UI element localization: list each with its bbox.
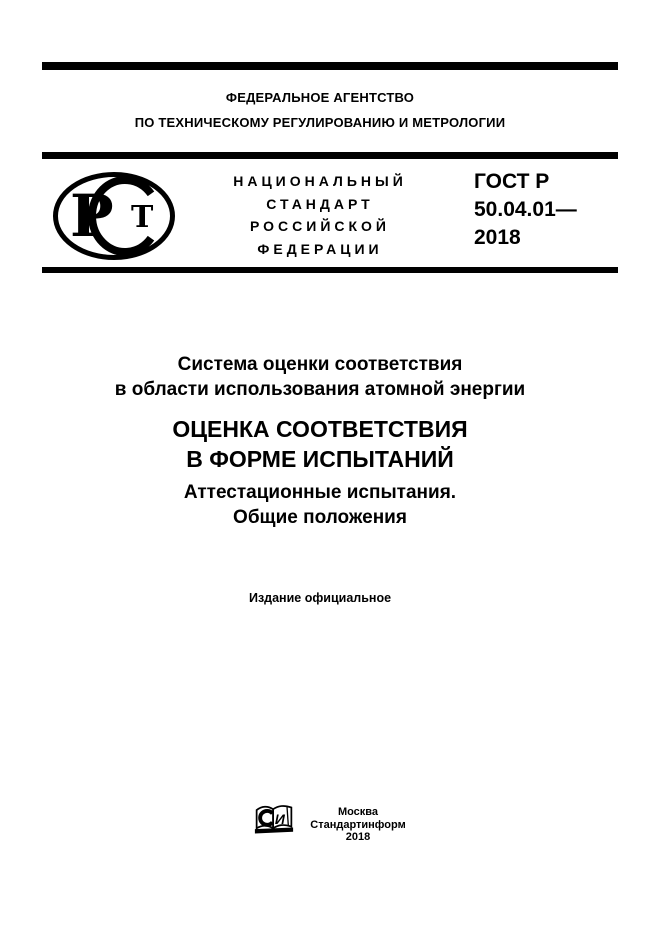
designation-line: СТАНДАРТ (266, 195, 374, 212)
gost-code-line: 50.04.01— (474, 198, 577, 221)
publisher-imprint (42, 804, 618, 844)
main-title-line2: В ФОРМЕ ИСПЫТАНИЙ (186, 446, 454, 472)
subtitle (0, 480, 640, 530)
main-title (0, 414, 640, 474)
imprint-year: 2018 (345, 831, 371, 843)
subtitle-line1: Аттестационные испытания. (183, 482, 457, 503)
horizontal-rule-bottom (42, 267, 618, 273)
svg-text:Р: Р (70, 182, 114, 250)
system-title-line1: Система оценки соответствия (177, 354, 463, 375)
agency-name-line1: ФЕДЕРАЛЬНОЕ АГЕНТСТВО (225, 90, 415, 105)
system-title (0, 352, 640, 402)
svg-text:И: И (275, 810, 286, 827)
standartinform-book-logo-icon (254, 804, 294, 837)
main-title-line1: ОЦЕНКА СООТВЕТСТВИЯ (172, 416, 468, 442)
imprint-text (310, 806, 405, 844)
gost-code-line: 2018 (474, 226, 521, 249)
agency-name-line2: ПО ТЕХНИЧЕСКОМУ РЕГУЛИРОВАНИЮ И МЕТРОЛОГИИ (134, 115, 506, 130)
subtitle-line2: Общие положения (233, 507, 407, 528)
imprint-city: Москва (337, 806, 379, 818)
gost-code-line: ГОСТ Р (474, 170, 550, 193)
svg-text:Т: Т (131, 200, 154, 235)
system-title-line2: в области использования атомной энергии (114, 379, 526, 400)
gost-code (474, 168, 577, 252)
designation-line: РОССИЙСКОЙ (250, 218, 390, 234)
edition-note: Издание официальное (248, 591, 392, 605)
designation-line: НАЦИОНАЛЬНЫЙ (233, 173, 407, 189)
horizontal-rule-middle (42, 152, 618, 159)
imprint-publisher: Стандартинформ (310, 818, 406, 831)
horizontal-rule-top (42, 62, 618, 70)
designation-line: ФЕДЕРАЦИИ (257, 240, 383, 257)
